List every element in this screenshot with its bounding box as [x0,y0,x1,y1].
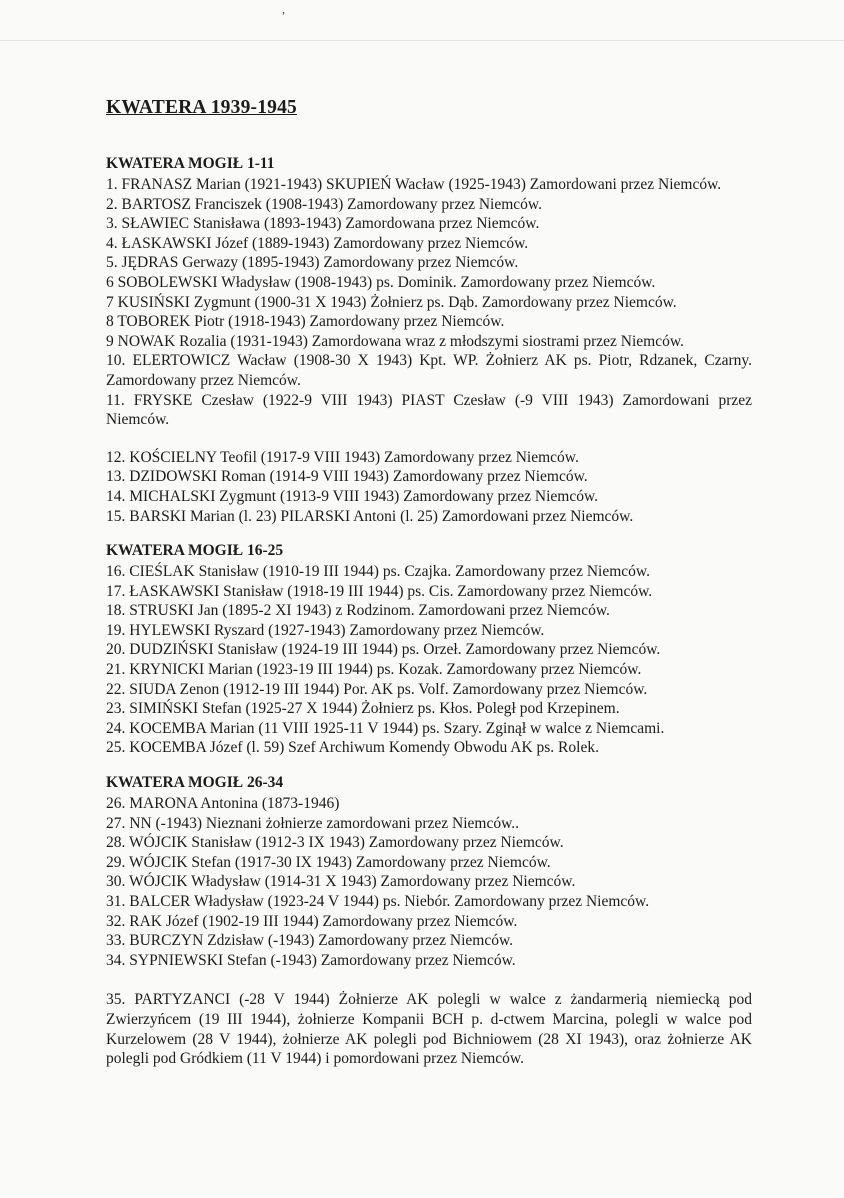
list-item: 34. SYPNIEWSKI Stefan (-1943) Zamordowany przez Niemców. [106,951,516,969]
list-item: 30. WÓJCIK Władysław (1914-31 X 1943) Zamordowany przez Niemców. [106,873,576,891]
list-item: 31. BALCER Władysław (1923-24 V 1944) ps. Niebór. Zamordowany przez Niemców. [106,893,650,910]
list-item: 33. BURCZYN Zdzisław (-1943) Zamordowany przez Niemców. [106,932,514,950]
list-item: 29. WÓJCIK Stefan (1917-30 IX 1943) Zamordowany przez Niemców. [106,853,551,871]
list-item: 16. CIEŚLAK Stanisław (1910-19 III 1944) ps. Czajka. Zamordowany przez Niemców. [106,563,650,581]
page-title: KWATERA 1939-1945 [106,97,298,118]
list-item: 19. HYLEWSKI Ryszard (1927-1943) Zamordowany przez Niemców. [106,621,545,639]
list-item: 12. KOŚCIELNY Teofil (1917-9 VIII 1943) Zamordowany przez Niemców. [106,448,579,466]
list-item: 18. STRUSKI Jan (1895-2 XI 1943) z Rodzinom. Zamordowani przez Niemców. [106,602,610,620]
list-item: 25. KOCEMBA Józef (l. 59) Szef Archiwum Komendy Obwodu AK ps. Rolek. [106,739,599,757]
list-item: 7 KUSIŃSKI Zygmunt (1900-31 X 1943) Żołnierz ps. Dąb. Zamordowany przez Niemców. [106,293,677,311]
list-item: 11. FRYSKE Czesław (1922-9 VIII 1943) PIAST Czesław (-9 VIII 1943) Zamordowani przez Niemców. [106,391,752,429]
section-graves-16-25 [106,542,752,758]
list-item: 10. ELERTOWICZ Wacław (1908-30 X 1943) Kpt. WP. Żołnierz AK ps. Piotr, Rdzanek, Czarny. Zamordowany przez Niemców. [106,352,752,389]
scan-speck: , [282,2,285,16]
list-item: 5. JĘDRAS Gerwazy (1895-1943) Zamordowany przez Niemców. [106,254,519,272]
section-heading: KWATERA MOGIŁ 1-11 [106,155,275,172]
list-item: 17. ŁASKAWSKI Stanisław (1918-19 III 1944) ps. Cis. Zamordowany przez Niemców. [106,582,653,600]
list-item: 24. KOCEMBA Marian (11 VIII 1925-11 V 1944) ps. Szary. Zginął w walce z Niemcami. [106,719,665,737]
list-item: 1. FRANASZ Marian (1921-1943) SKUPIEŃ Wacław (1925-1943) Zamordowani przez Niemców. [106,176,722,193]
list-item: 21. KRYNICKI Marian (1923-19 III 1944) ps. Kozak. Zamordowany przez Niemców. [106,661,642,679]
list-item: 28. WÓJCIK Stanisław (1912-3 IX 1943) Zamordowany przez Niemców. [106,834,564,852]
list-item: 8 TOBOREK Piotr (1918-1943) Zamordowany przez Niemców. [106,313,505,331]
list-item: 26. MARONA Antonina (1873-1946) [106,795,340,813]
list-item: 35. PARTYZANCI (-28 V 1944) Żołnierze AK polegli w walce z żandarmerią niemiecką pod Zwierzyńcem (19 III 1944), żołnierze Kompanii BCH p. d-ctwem Marcina, polegli w walce pod Kurzelowem (28 V 1944), żołnierze AK polegli pod Bichniowem (28 XI 1943), oraz żołnierze AK polegli pod Gródkiem (11 V 1944) i pomordowani przez Niemców. [106,991,752,1068]
list-item: 2. BARTOSZ Franciszek (1908-1943) Zamordowany przez Niemców. [106,195,542,213]
list-item: 6 SOBOLEWSKI Władysław (1908-1943) ps. Dominik. Zamordowany przez Niemców. [106,273,656,291]
list-item: 9 NOWAK Rozalia (1931-1943) Zamordowana wraz z młodszymi siostrami przez Niemców. [106,332,684,350]
list-item: 20. DUDZIŃSKI Stanisław (1924-19 III 1944) ps. Orzeł. Zamordowany przez Niemców. [106,641,661,659]
section-heading: KWATERA MOGIŁ 16-25 [106,542,284,560]
section-heading: KWATERA MOGIŁ 26-34 [106,774,284,792]
document-body [106,97,752,1069]
list-item: 22. SIUDA Zenon (1912-19 III 1944) Por. AK ps. Volf. Zamordowany przez Niemców. [106,680,648,698]
list-item: 14. MICHALSKI Zygmunt (1913-9 VIII 1943) Zamordowany przez Niemców. [106,487,599,505]
list-item: 15. BARSKI Marian (l. 23) PILARSKI Antoni (l. 25) Zamordowani przez Niemców. [106,507,634,525]
list-item: 13. DZIDOWSKI Roman (1914-9 VIII 1943) Zamordowany przez Niemców. [106,468,588,486]
list-item: 23. SIMIŃSKI Stefan (1925-27 X 1944) Żołnierz ps. Kłos. Poległ pod Krzepinem. [106,700,620,718]
list-item: 27. NN (-1943) Nieznani żołnierze zamordowani przez Niemców.. [106,814,520,832]
list-item: 3. SŁAWIEC Stanisława (1893-1943) Zamordowana przez Niemców. [106,215,540,233]
section-graves-1-11 [106,155,752,526]
list-item: 32. RAK Józef (1902-19 III 1944) Zamordowany przez Niemców. [106,912,518,930]
list-item: 4. ŁASKAWSKI Józef (1889-1943) Zamordowany przez Niemców. [106,234,529,252]
section-graves-26-34 [106,774,752,1069]
scan-edge-line [0,40,844,41]
